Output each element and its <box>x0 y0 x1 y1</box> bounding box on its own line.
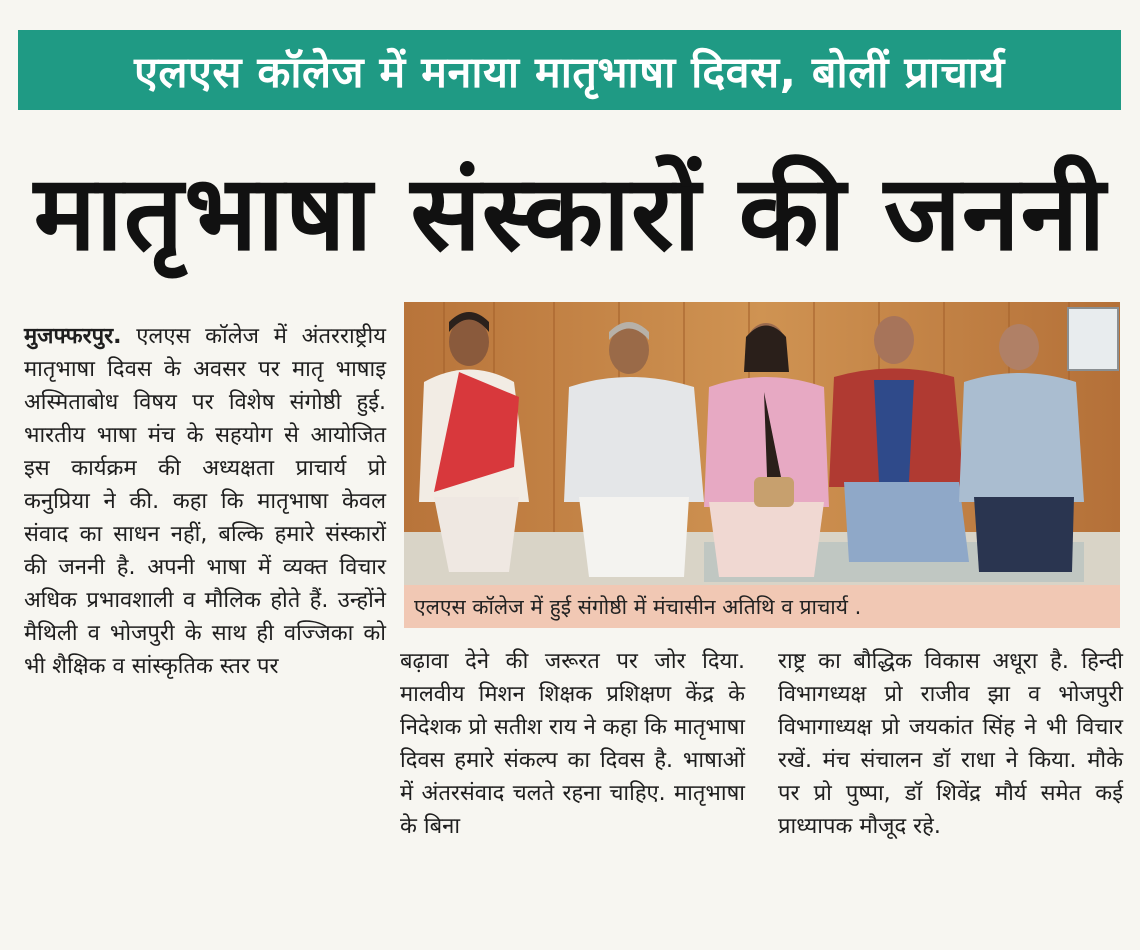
photo-illustration <box>404 302 1120 585</box>
kicker-banner <box>18 30 1121 110</box>
news-photo <box>404 302 1120 628</box>
article-column-1 <box>24 320 386 920</box>
kicker-text: एलएस कॉलेज में मनाया मातृभाषा दिवस, बोलीं प्राचार्य <box>134 47 1005 98</box>
column-1-text: एलएस कॉलेज में अंतरराष्ट्रीय मातृभाषा दिवस के अवसर पर मातृ भाषाइ अस्मिताबोध विषय पर विशेष संगोष्ठी हुई. भारतीय भाषा मंच के सहयोग से आयोजित इस कार्यक्रम की अध्यक्षता प्राचार्य प्रो कनुप्रिया ने की. कहा कि मातृभाषा केवल संवाद का साधन नहीं, बल्कि हमारे संस्कारों की जननी है. अपनी भाषा में व्यक्त विचार अधिक प्रभावशाली व मौलिक होते हैं. उन्होंने मैथिली व भोजपुरी के साथ ही वज्जिका को भी शैक्षिक व सांस्कृतिक स्तर पर <box>24 324 386 679</box>
wall-screen <box>1068 308 1118 370</box>
article-column-2: बढ़ावा देने की जरूरत पर जोर दिया. मालवीय मिशन शिक्षक प्रशिक्षण केंद्र के निदेशक प्रो सतीश राय ने कहा कि मातृभाषा दिवस हमारे संकल्प का दिवस है. भाषाओं में अंतरसंवाद चलते रहना चाहिए. मातृभाषा के बिना <box>400 649 745 839</box>
headline-text: मातृभाषा संस्कारों की जननी <box>33 152 1107 274</box>
photo-caption: एलएस कॉलेज में हुई संगोष्ठी में मंचासीन अतिथि व प्राचार्य . <box>404 585 1120 628</box>
headline <box>20 148 1120 278</box>
dateline: मुजफ्फरपुर. <box>24 324 122 349</box>
article-column-3: राष्ट्र का बौद्धिक विकास अधूरा है. हिन्दी विभागध्यक्ष प्रो राजीव झा व भोजपुरी विभागाध्यक्ष प्रो जयकांत सिंह ने भी विचार रखें. मंच संचालन डॉ राधा ने किया. मौके पर प्रो पुष्पा, डॉ शिवेंद्र मौर्य समेत कई प्राध्यापक मौजूद रहे. <box>778 649 1123 839</box>
